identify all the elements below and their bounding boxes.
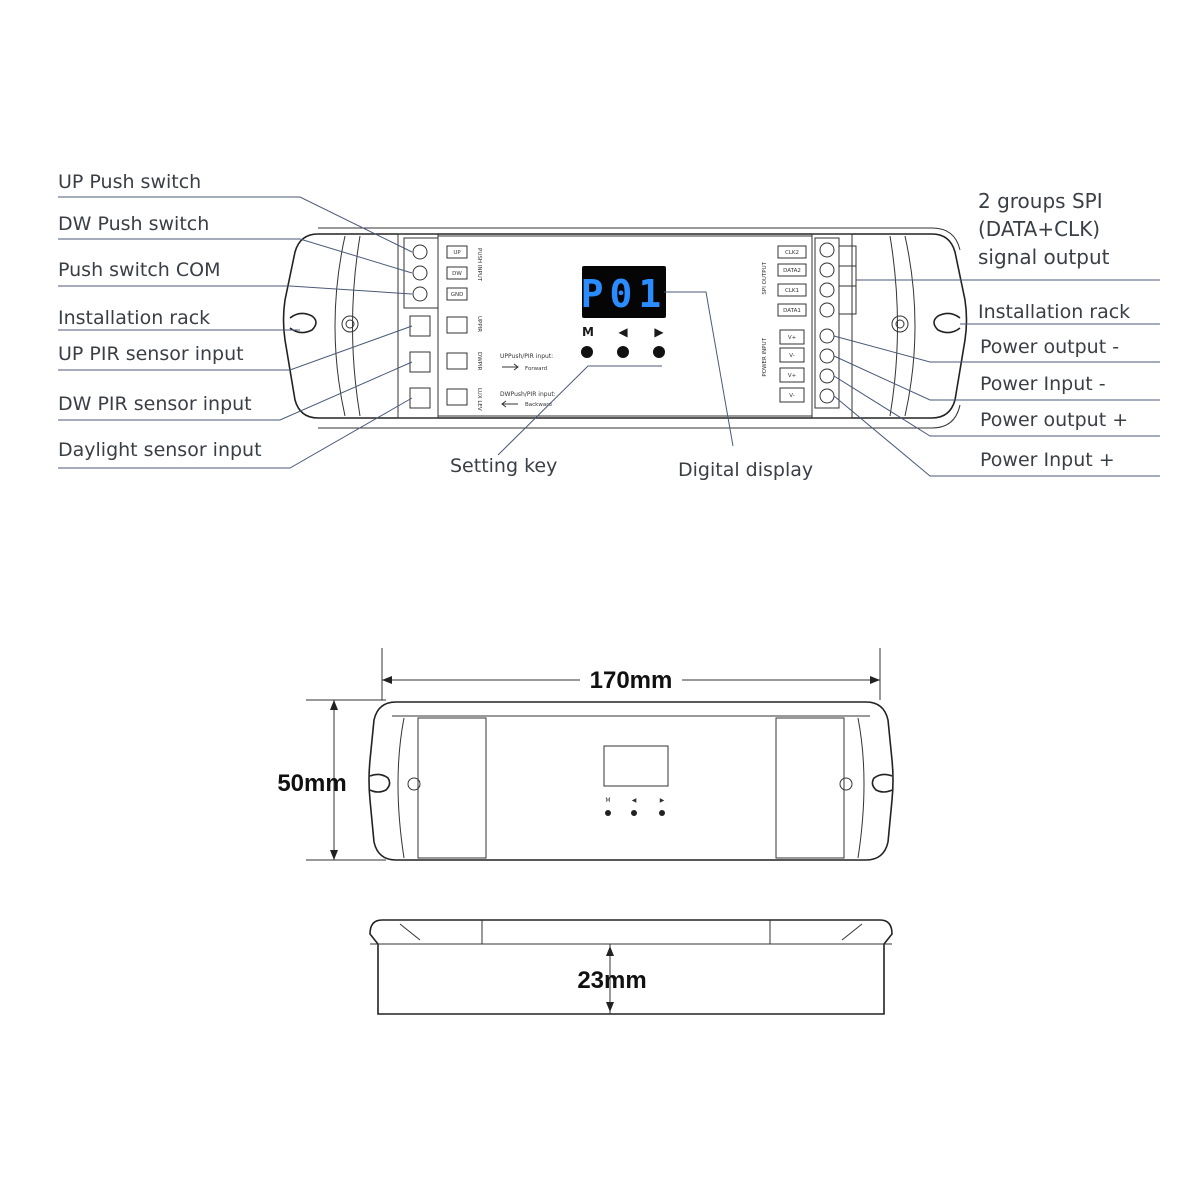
label-spi-output-line3: signal output — [978, 245, 1110, 269]
label-power-output-plus: Power output + — [980, 409, 1129, 431]
label-digital-display: Digital display — [678, 459, 814, 481]
label-dw-pir-sensor-input: DW PIR sensor input — [58, 393, 252, 415]
power-label-4: V- — [789, 393, 795, 399]
power-label-3: V+ — [787, 373, 797, 379]
push-input-section-label: PUSH INPUT — [476, 248, 482, 282]
power-output-minus-terminal — [820, 329, 834, 343]
label-spi-output-line1: 2 groups SPI — [978, 189, 1103, 213]
label-power-input-minus: Power Input - — [980, 373, 1106, 395]
left-screw-icon — [342, 316, 358, 332]
button-label-right: ▶ — [654, 325, 664, 339]
display-outline — [604, 746, 668, 786]
power-input-section-label: POWER INPUT — [762, 338, 768, 377]
up-direction: Forward — [525, 366, 548, 372]
dim-button-label-m: M — [605, 797, 611, 804]
right-button[interactable] — [653, 346, 665, 358]
label-power-output-minus: Power output - — [980, 336, 1120, 358]
label-dw-push-switch: DW Push switch — [58, 213, 210, 235]
center-callouts — [450, 292, 813, 481]
dimension-top-view — [277, 648, 893, 860]
label-up-pir-sensor-input: UP PIR sensor input — [58, 343, 244, 365]
dim-width: 50mm — [277, 770, 347, 797]
spi-output-section-label: SPI OUTPUT — [762, 262, 768, 295]
dim-length: 170mm — [589, 667, 673, 694]
device-front-view — [284, 228, 967, 428]
right-rack-slot — [934, 313, 960, 332]
com-push-terminal — [413, 287, 427, 301]
power-input-plus-terminal — [820, 389, 834, 403]
label-push-switch-com: Push switch COM — [58, 259, 221, 281]
power-input-minus-terminal — [820, 349, 834, 363]
button-label-left: ◀ — [618, 325, 628, 339]
up-pir-socket — [410, 316, 430, 336]
terminal-label-dw: DW — [452, 271, 462, 277]
dimension-side-view — [370, 920, 892, 1014]
dw-push-terminal — [413, 266, 427, 280]
power-label-1: V+ — [787, 335, 797, 341]
m-button[interactable] — [581, 346, 593, 358]
spi-label-data1: DATA1 — [783, 308, 801, 314]
spi-label-data2: DATA2 — [783, 268, 801, 274]
right-screw-icon — [892, 316, 908, 332]
label-power-input-plus: Power Input + — [980, 449, 1115, 471]
dwpir-section-label: DWPIR — [476, 352, 482, 371]
terminal-label-gnd: GND — [450, 292, 464, 298]
terminal-label-up: UP — [453, 250, 461, 256]
label-spi-output-line2: (DATA+CLK) — [978, 217, 1101, 241]
left-button[interactable] — [617, 346, 629, 358]
dim-height: 23mm — [577, 967, 647, 994]
digital-display-value: P01 — [580, 272, 668, 316]
right-callouts — [834, 189, 1160, 476]
left-callouts — [58, 171, 412, 468]
luxlev-section-label: LUX LEV — [476, 388, 482, 411]
power-label-2: V- — [789, 353, 795, 359]
spi-label-clk1: CLK1 — [784, 288, 800, 294]
power-output-plus-terminal — [820, 369, 834, 383]
label-daylight-sensor-input: Daylight sensor input — [58, 439, 262, 461]
up-note: UPPush/PIR input: — [500, 353, 554, 360]
dw-pir-socket — [410, 352, 430, 372]
upppir-section-label: UPPIR — [476, 316, 482, 333]
label-installation-rack-right: Installation rack — [978, 301, 1131, 323]
dw-direction: Backward — [525, 402, 552, 408]
spi-label-clk2: CLK2 — [784, 250, 800, 256]
label-installation-rack-left: Installation rack — [58, 307, 211, 329]
up-push-terminal — [413, 245, 427, 259]
label-up-push-switch: UP Push switch — [58, 171, 202, 193]
button-label-m: M — [582, 325, 594, 339]
dw-note: DWPush/PIR input: — [500, 391, 556, 398]
daylight-socket — [410, 388, 430, 408]
dim-button-label-left: ◀ — [631, 797, 637, 804]
dim-button-label-right: ▶ — [659, 797, 665, 804]
label-setting-key: Setting key — [450, 455, 558, 477]
